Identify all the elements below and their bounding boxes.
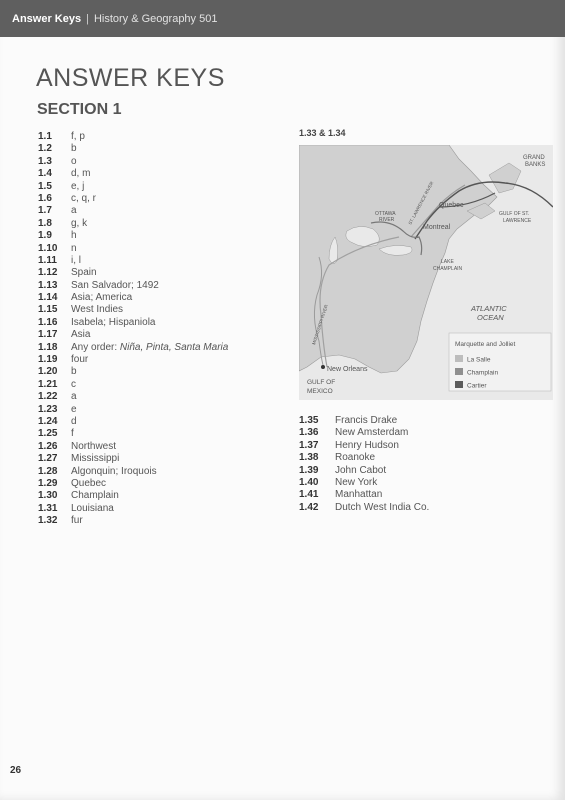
answer-row (38, 193, 228, 205)
answer-row (38, 156, 228, 168)
label-st-lawrence-river: ST. LAWRENCE RIVER (407, 180, 435, 226)
answer-text: Asia (71, 329, 91, 341)
answer-number: 1.15 (38, 304, 58, 316)
answer-row (38, 205, 228, 217)
answer-text: i, l (71, 254, 81, 266)
answer-row (38, 428, 228, 440)
label-new-orleans: New Orleans (327, 366, 368, 373)
answer-text: Spain (71, 267, 97, 279)
answer-text: Isabela; Hispaniola (71, 316, 156, 328)
answer-number: 1.40 (299, 476, 319, 488)
label-atlantic-ocean: ATLANTIC (471, 304, 507, 313)
answer-number: 1.42 (299, 501, 319, 513)
label-gulf-of-mexico-2: MEXICO (307, 388, 333, 395)
answer-text: Louisiana (71, 502, 114, 514)
answer-number: 1.20 (38, 366, 58, 378)
answer-text: Any order: (71, 341, 120, 353)
answer-text: h (71, 230, 77, 242)
answer-text: John Cabot (335, 464, 387, 476)
answer-number: 1.31 (38, 502, 58, 514)
answer-text: Dutch West India Co. (335, 501, 430, 513)
answer-text: Champlain (71, 490, 119, 502)
answer-number: 1.30 (38, 490, 58, 502)
label-atlantic-ocean-2: OCEAN (477, 313, 504, 322)
page-title: ANSWER KEYS (36, 64, 225, 92)
answer-text: b (71, 366, 77, 378)
answer-row (299, 452, 429, 464)
answer-row (38, 131, 228, 143)
answer-number: 1.41 (299, 489, 319, 501)
label-quebec: Quebec (439, 202, 464, 209)
answer-number: 1.35 (299, 415, 319, 426)
answer-number: 1.5 (38, 180, 52, 192)
answer-text: New Amsterdam (335, 427, 409, 439)
answer-row (299, 502, 429, 514)
answer-row (299, 489, 429, 501)
answer-number: 1.11 (38, 254, 57, 266)
header-subtitle: History & Geography 501 (93, 12, 218, 25)
answer-row (299, 440, 429, 452)
answer-text: o (71, 155, 77, 167)
answer-number: 1.4 (38, 168, 52, 180)
answer-number: 1.6 (38, 192, 52, 204)
answer-number: 1.23 (38, 403, 58, 415)
answer-number: 1.8 (38, 217, 52, 229)
answer-row (38, 354, 228, 366)
answer-row (38, 515, 228, 527)
answer-row (299, 427, 429, 439)
legend-title: Marquette and Jolliet (455, 341, 516, 348)
answer-row (38, 255, 228, 267)
answer-number: 1.16 (38, 316, 58, 328)
legend-label: Cartier (467, 382, 487, 390)
answer-number: 1.39 (299, 464, 319, 476)
answer-number: 1.37 (299, 439, 319, 451)
running-header (0, 0, 565, 37)
answer-row (299, 415, 429, 427)
answer-text-italic: Niña, Pinta, Santa Maria (119, 341, 229, 353)
answer-row (38, 441, 228, 453)
answer-number: 1.25 (38, 428, 58, 440)
answer-text: New York (335, 476, 378, 488)
answer-number: 1.13 (38, 279, 58, 291)
answer-row (38, 168, 228, 180)
answer-number: 1.9 (38, 230, 52, 242)
answer-row (38, 243, 228, 255)
answer-row (38, 292, 228, 304)
answer-row (38, 143, 228, 155)
answer-row (38, 379, 228, 391)
answer-row (38, 230, 228, 242)
answer-row (38, 181, 228, 193)
answer-number: 1.18 (38, 341, 58, 353)
answer-number: 1.36 (299, 427, 319, 439)
answer-number: 1.2 (38, 143, 52, 155)
answer-text: Roanoke (335, 452, 376, 464)
answer-text: Henry Hudson (335, 439, 399, 451)
answer-text: Quebec (71, 477, 107, 489)
answer-row (38, 391, 228, 403)
answer-number: 1.24 (38, 415, 58, 427)
answer-text: f, p (71, 131, 85, 142)
answer-text: a (71, 205, 77, 217)
answer-text: Francis Drake (335, 415, 398, 426)
answer-number: 1.22 (38, 391, 58, 403)
answer-text: four (71, 354, 89, 366)
answer-number: 1.29 (38, 477, 58, 489)
answer-text: Northwest (71, 440, 117, 452)
answer-number: 1.14 (38, 292, 58, 304)
legend-swatch (455, 381, 463, 388)
answer-text: e, j (71, 180, 85, 192)
answer-text: Manhattan (335, 489, 383, 501)
label-lake-champlain: LAKE (441, 259, 454, 265)
answer-row (38, 218, 228, 230)
answer-number: 1.28 (38, 465, 58, 477)
label-gulf-of-mexico: GULF OF (307, 379, 336, 386)
answer-number: 1.21 (38, 378, 58, 390)
answer-row (38, 490, 228, 502)
answer-row (299, 477, 429, 489)
legend-label: La Salle (467, 356, 491, 364)
answer-text: West Indies (71, 304, 124, 316)
label-mississippi-river: MISSISSIPPI RIVER (311, 304, 329, 346)
explorers-map (299, 145, 553, 400)
label-grand-banks-2: BANKS (525, 162, 546, 168)
page-number: 26 (10, 765, 22, 776)
section-title: SECTION 1 (37, 101, 122, 118)
answer-text: b (71, 143, 77, 155)
answer-text: fur (71, 515, 83, 527)
answer-text: Algonquin; Iroquois (71, 465, 157, 477)
answer-number: 1.1 (38, 131, 52, 142)
answer-number: 1.19 (38, 354, 58, 366)
label-lake-champlain-2: CHAMPLAIN (433, 266, 463, 272)
answer-text: c (71, 378, 76, 390)
answer-number: 1.10 (38, 242, 58, 254)
answer-row (38, 317, 228, 329)
answer-text: f (71, 428, 74, 440)
map-question-label: 1.33 & 1.34 (299, 128, 346, 138)
answer-text: d (71, 415, 77, 427)
answer-number: 1.17 (38, 329, 58, 341)
answer-number: 1.27 (38, 453, 58, 465)
answer-row (38, 416, 228, 428)
answer-text: g, k (71, 217, 88, 229)
label-ottawa-river: OTTAWA (375, 211, 396, 217)
answer-row (38, 404, 228, 416)
answer-row (299, 465, 429, 477)
answer-row (38, 280, 228, 292)
answer-text: Asia; America (71, 292, 133, 304)
map-legend (449, 333, 551, 391)
label-gulf-st-lawrence: GULF OF ST. (499, 211, 530, 217)
header-title: Answer Keys (12, 12, 82, 25)
map-svg (299, 145, 553, 400)
legend-swatch (455, 368, 463, 375)
label-grand-banks: GRAND (523, 155, 545, 161)
label-ottawa-river-2: RIVER (379, 217, 395, 223)
legend-swatch (455, 355, 463, 362)
answer-row (38, 366, 228, 378)
answer-row (38, 329, 228, 341)
answer-text: a (71, 391, 77, 403)
answer-row (38, 453, 228, 465)
answer-row (38, 478, 228, 490)
answer-number: 1.3 (38, 155, 52, 167)
label-gulf-st-lawrence-2: LAWRENCE (503, 218, 532, 224)
answer-text: d, m (71, 168, 91, 180)
answer-number: 1.12 (38, 267, 58, 279)
answer-list-left (38, 131, 228, 528)
answer-text: n (71, 242, 77, 254)
answer-text: c, q, r (71, 192, 97, 204)
label-montreal: Montreal (423, 224, 451, 231)
answer-row (38, 503, 228, 515)
header-separator: | (86, 12, 89, 25)
answer-text: Mississippi (71, 453, 120, 465)
new-orleans-dot (321, 365, 325, 369)
answer-row (38, 342, 228, 354)
answer-text: e (71, 403, 77, 415)
answer-row (38, 304, 228, 316)
answer-row (38, 466, 228, 478)
legend-label: Champlain (467, 369, 499, 377)
answer-text: San Salvador; 1492 (71, 279, 159, 291)
answer-number: 1.7 (38, 205, 52, 217)
answer-number: 1.38 (299, 452, 319, 464)
answer-list-right (299, 415, 429, 514)
answer-row (38, 267, 228, 279)
answer-number: 1.26 (38, 440, 58, 452)
answer-number: 1.32 (38, 515, 58, 527)
